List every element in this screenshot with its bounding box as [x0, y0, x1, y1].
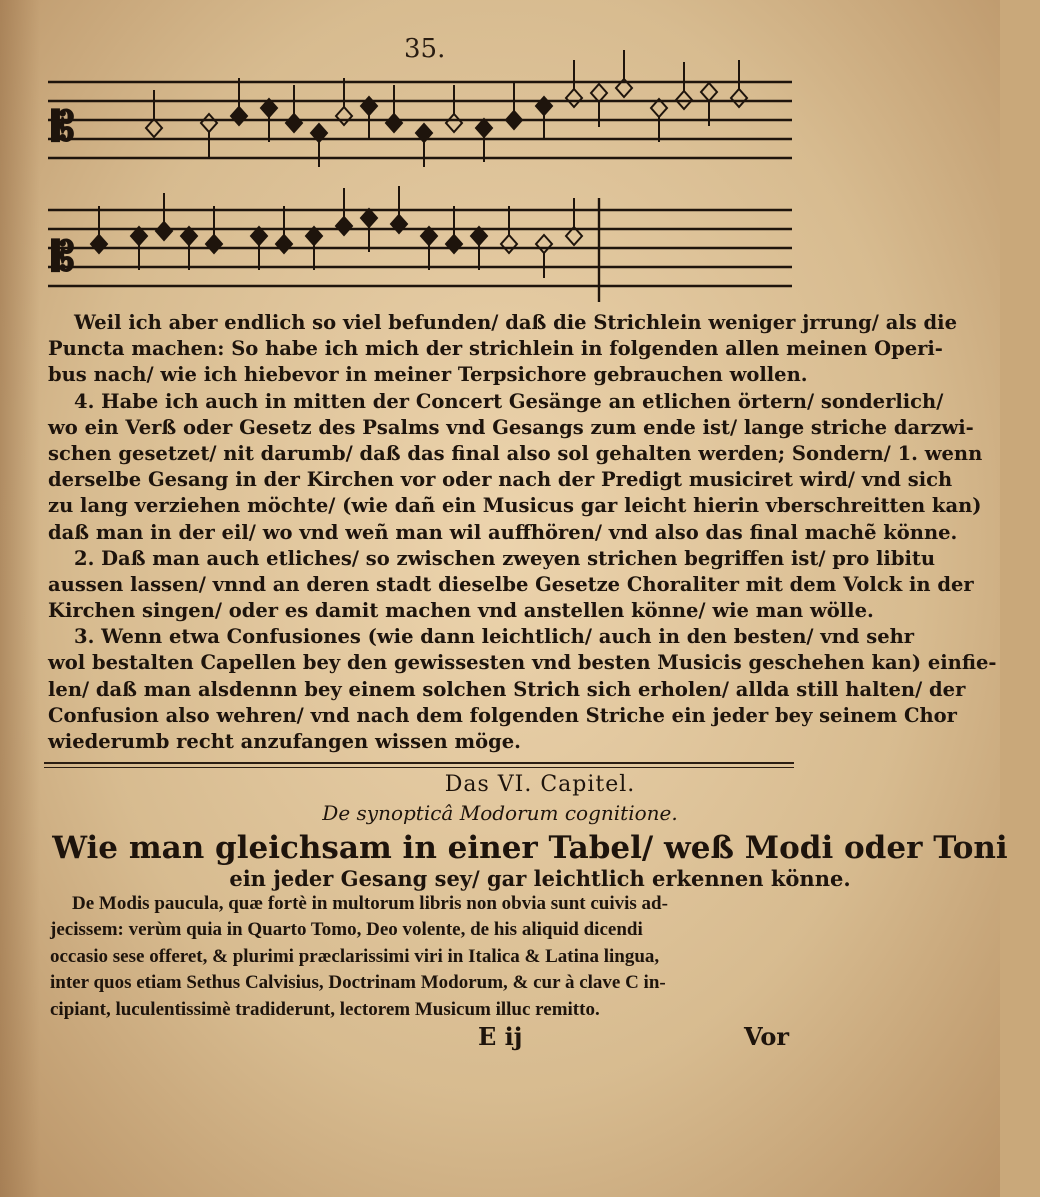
text-line: Confusion also wehren/ vnd nach dem folgenden Striche ein jeder bey seinem Chor: [48, 703, 957, 727]
music-note: [386, 85, 402, 132]
music-note: [361, 97, 377, 140]
music-notation: [44, 70, 804, 310]
music-note: [506, 82, 522, 129]
text-line: len/ daß man alsdennn bey einem solchen Strich sich erholen/ allda still halten/ der: [48, 677, 966, 701]
clef-icon: 𝄡: [52, 104, 75, 150]
text-line: zu lang verziehen möchte/ (wie dañ ein Musicus gar leicht hierin vberschreitten kan): [48, 494, 982, 518]
text-line: Kirchen singen/ oder es damit machen vnd anstellen könne/ wie man wölle.: [48, 599, 874, 623]
music-note: [311, 124, 327, 167]
music-note: [476, 119, 492, 162]
music-note: [616, 50, 632, 97]
text-line: Weil ich aber endlich so viel befunden/ daß die Strichlein weniger jrrung/ als die: [74, 311, 957, 334]
music-note: [536, 235, 552, 278]
text-line: bus nach/ wie ich hiebevor in meiner Terpsichore gebrauchen wollen.: [48, 363, 808, 387]
text-line: Puncta machen: So habe ich mich der strichlein in folgenden allen meinen Operi-: [48, 337, 943, 361]
text-line: 2. Daß man auch etliches/ so zwischen zweyen strichen begriffen ist/ pro libitu: [74, 546, 936, 570]
music-note: [566, 198, 582, 245]
page-number: 35.: [404, 34, 446, 64]
chapter-heading: Wie man gleichsam in einer Tabel/ weß Modi oder Toni: [52, 830, 1008, 866]
music-note: [536, 97, 552, 140]
section-rule: [44, 762, 794, 764]
music-note: [336, 188, 352, 235]
music-note: [286, 85, 302, 132]
text-line: 4. Habe ich auch in mitten der Concert Gesänge an etlichen örtern/ sonderlich/: [74, 389, 944, 413]
chapter-subtitle: De synopticâ Modorum cognitione.: [322, 801, 678, 825]
signature-mark: E ij: [478, 1022, 523, 1051]
latin-line: inter quos etiam Sethus Calvisius, Doctrinam Modorum, & cur à clave C in-: [50, 972, 666, 994]
text-line: schen gesetzet/ nit darumb/ daß das final also sol gehalten werden; Sondern/ 1. wenn: [48, 441, 983, 465]
music-note: [446, 85, 462, 132]
text-line: wo ein Verß oder Gesetz des Psalms vnd Gesangs zum ende ist/ lange striche darzwi-: [48, 415, 974, 439]
music-note: [146, 90, 162, 137]
latin-line: De Modis paucula, quæ fortè in multorum libris non obvia sunt cuivis ad-: [72, 893, 668, 914]
text-line: aussen lassen/ vnnd an deren stadt dieselbe Gesetze Choraliter mit dem Volck in der: [48, 572, 974, 596]
latin-line: occasio sese offeret, & plurimi præclarissimi viri in Italica & Latina lingua,: [50, 945, 660, 967]
latin-line: cipiant, luculentissimè tradiderunt, lectorem Musicum illuc remitto.: [50, 998, 600, 1020]
music-note: [156, 193, 172, 240]
chapter-title: Das VI. Capitel.: [444, 772, 636, 797]
latin-paragraph: [50, 891, 795, 1023]
text-line: daß man in der eil/ wo vnd weñ man wil auffhören/ vnd also das final machẽ könne.: [48, 520, 958, 544]
page-edge-stain: [0, 0, 40, 1197]
music-note: [361, 209, 377, 252]
music-note: [416, 124, 432, 167]
section-rule: [44, 767, 794, 768]
text-line: derselbe Gesang in der Kirchen vor oder nach der Predigt musiciret wird/ vnd sich: [48, 468, 953, 492]
text-line: wol bestalten Capellen bey den gewissesten vnd besten Musicis geschehen kan) einfie-: [48, 651, 997, 675]
text-line: wiederumb recht anzufangen wissen möge.: [48, 730, 521, 753]
chapter-heading-continued: ein jeder Gesang sey/ gar leichtlich erkennen könne.: [229, 866, 851, 891]
latin-line: jecissem: verùm quia in Quarto Tomo, Deo volente, de his aliquid dicendi: [50, 919, 643, 941]
text-line: 3. Wenn etwa Confusiones (wie dann leichtlich/ auch in den besten/ vnd sehr: [74, 625, 915, 649]
clef-icon: 𝄡: [52, 234, 75, 280]
catchword: Vor: [744, 1022, 790, 1051]
body-text: [48, 310, 997, 755]
